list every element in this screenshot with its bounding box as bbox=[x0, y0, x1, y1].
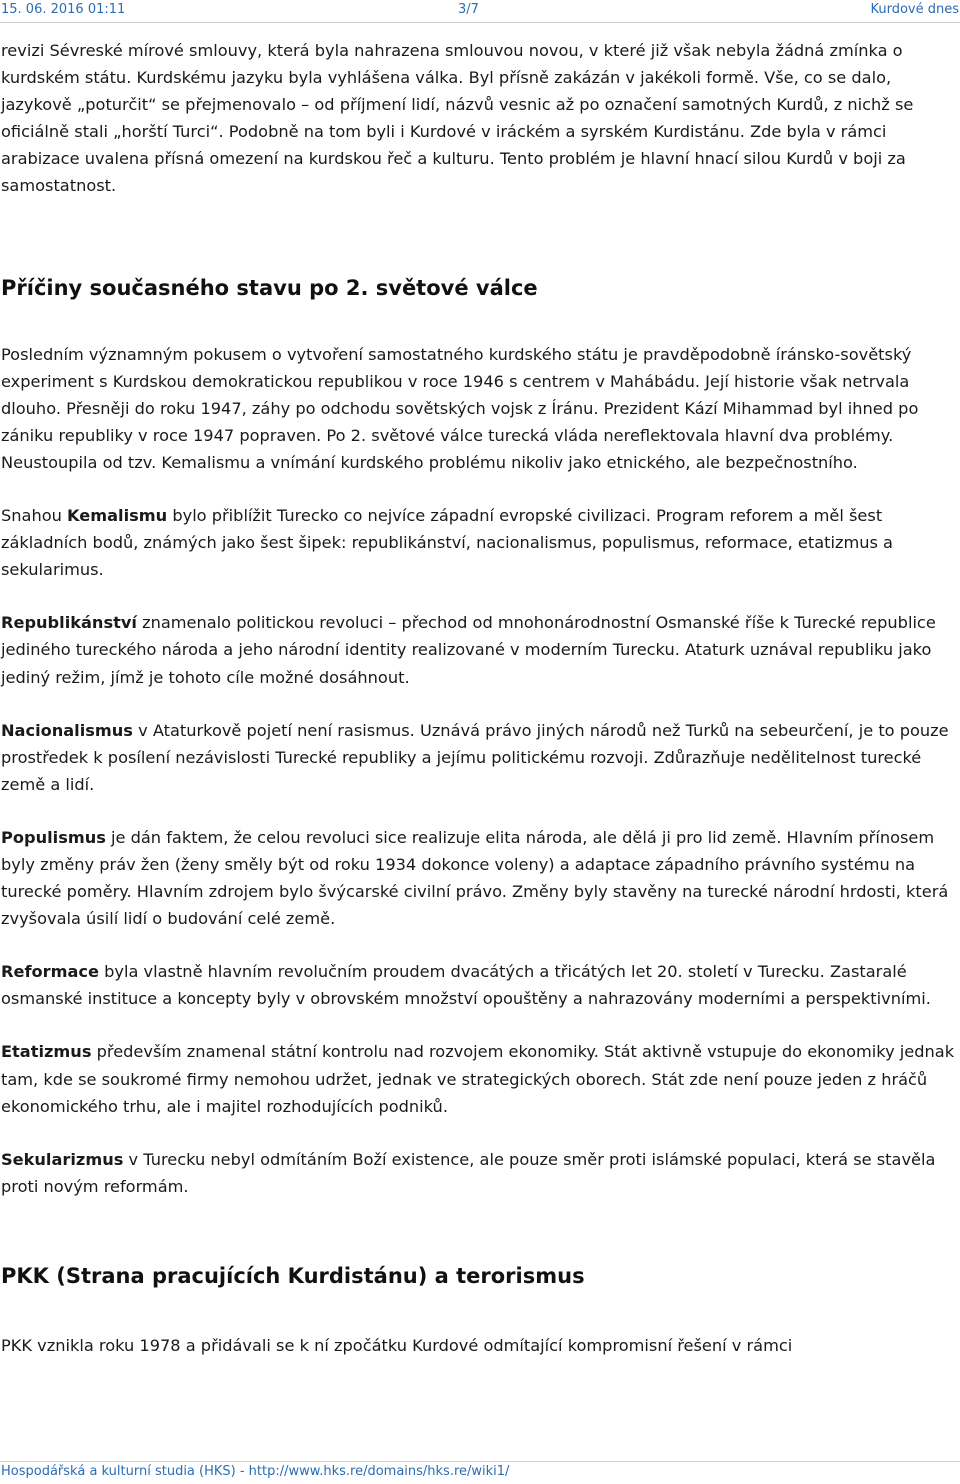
header-date: 15. 06. 2016 01:11 bbox=[1, 2, 126, 17]
populism-text: je dán faktem, že celou revoluci sice realizuje elita národa, ale dělá ji pro lid země. Hlavním přínosem byly změny práv žen (ženy směly být od roku 1934 dokonce voleny) a adaptace západního právního systému na turecké poměry. Hlavním zdrojem bylo švýcarské civilní právo. Změny byly stavěny na turecké národní hrdosti, která zvyšovala úsilí lidí o budování celé země. bbox=[1, 827, 949, 929]
reformation-text: byla vlastně hlavním revolučním proudem dvacátých a třicátých let 20. století v Turecku. Zastaralé osmanské instituce a koncepty byly v obrovském množství opouštěny a nahrazovány moderními a perspektivními. bbox=[1, 962, 931, 1009]
footer-source: Hospodářská a kulturní studia (HKS) - http://www.hks.re/domains/hks.re/wiki1/ bbox=[1, 1464, 510, 1479]
section-heading-causes: Příčiny současného stavu po 2. světové válce bbox=[1, 275, 538, 300]
paragraph-populism bbox=[1, 824, 959, 932]
paragraph-nationalism bbox=[1, 717, 959, 798]
paragraph-reformation bbox=[1, 958, 959, 1012]
paragraph-last-attempt: Posledním významným pokusem o vytvoření samostatného kurdského státu je pravděpodobně íránsko-sovětský experiment s Kurdskou demokratickou republikou v roce 1946 s centrem v Mahábádu. Její historie však netrvala dlouho. Přesněji do roku 1947, záhy po odchodu sovětských vojsk z Íránu. Prezident Kází Mihammad byl ihned po zániku republiky v roce 1947 popraven. Po 2. světové válce turecká vláda nereflektovala hlavní dva problémy. Neustoupila od tzv. Kemalismu a vnímání kurdského problému nikoliv jako etnického, ale bezpečnostního. bbox=[1, 344, 919, 472]
intro-paragraph: revizi Sévreské mírové smlouvy, která byla nahrazena smlouvou novou, v které již však nebyla žádná zmínka o kurdském státu. Kurdskému jazyku byla vyhlášena válka. Byl přísně zakázán v jakékoli formě. Vše, co se dalo, jazykově „poturčit“ se přejmenovalo – od příjmení lidí, názvů vesnic až po označení samotných Kurdů, z nichž se oficiálně stali „horští Turci“. Podobně na tom byli i Kurdové v iráckém a syrském Kurdistánu. Zde byla v rámci arabizace uvalena přísná omezení na kurdskou řeč a kulturu. Tento problém je hlavní hnací silou Kurdů v boji za samostatnost. bbox=[1, 41, 914, 196]
republicanism-text: znamenalo politickou revoluci – přechod od mnohonárodnostní Osmanské říše k Turecké republice jediného tureckého národa a jeho národní identity realizované v moderním Turecku. Ataturk uznával republiku jako jediný režim, jímž je tohoto cíle možné dosáhnout. bbox=[1, 613, 936, 687]
header-site-title: Kurdové dnes bbox=[870, 2, 959, 17]
paragraph-republicanism bbox=[1, 609, 959, 690]
populism-term: Populismus bbox=[1, 827, 106, 847]
paragraph-pkk-origin: PKK vznikla roku 1978 a přidávali se k ní zpočátku Kurdové odmítající kompromisní řešení v rámci bbox=[1, 1335, 793, 1355]
kemalism-term: Kemalismu bbox=[67, 506, 168, 526]
etatism-term: Etatizmus bbox=[1, 1042, 92, 1062]
paragraph-kemalism bbox=[1, 502, 959, 583]
nationalism-term: Nacionalismus bbox=[1, 720, 133, 740]
republicanism-term: Republikánství bbox=[1, 613, 137, 633]
header-page-number: 3/7 bbox=[458, 2, 479, 17]
article-body bbox=[1, 37, 959, 1385]
section-heading-pkk: PKK (Strana pracujících Kurdistánu) a terorismus bbox=[1, 1263, 585, 1288]
paragraph-etatism bbox=[1, 1038, 959, 1119]
nationalism-text: v Ataturkově pojetí není rasismus. Uznává právo jiných národů než Turků na sebeurčení, je to pouze prostředek k posílení nezávislosti Turecké republiky a jejímu politickému rozvoji. Zdůrazňuje nedělitelnost turecké země a lidí. bbox=[1, 720, 949, 794]
secularism-text: v Turecku nebyl odmítáním Boží existence, ale pouze směr proti islámské populaci, která se stavěla proti novým reformám. bbox=[1, 1149, 936, 1196]
page-header bbox=[0, 0, 960, 23]
reformation-term: Reformace bbox=[1, 962, 99, 982]
etatism-text: především znamenal státní kontrolu nad rozvojem ekonomiky. Stát aktivně vstupuje do ekonomiky jednak tam, kde se soukromé firmy nemohou udržet, jednak ve strategických oborech. Stát zde není pouze jeden z hráčů ekonomického trhu, ale i majitel rozhodujících podniků. bbox=[1, 1042, 955, 1116]
secularism-term: Sekularizmus bbox=[1, 1149, 124, 1169]
paragraph-secularism bbox=[1, 1146, 959, 1200]
kemalism-lead: Snahou bbox=[1, 506, 68, 526]
page-footer bbox=[0, 1461, 960, 1484]
kemalism-text: bylo přiblížit Turecko co nejvíce západní evropské civilizaci. Program reforem a měl šest základních bodů, známých jako šest šipek: republikánství, nacionalismus, populismus, reformace, etatizmus a sekularimus. bbox=[1, 506, 893, 580]
